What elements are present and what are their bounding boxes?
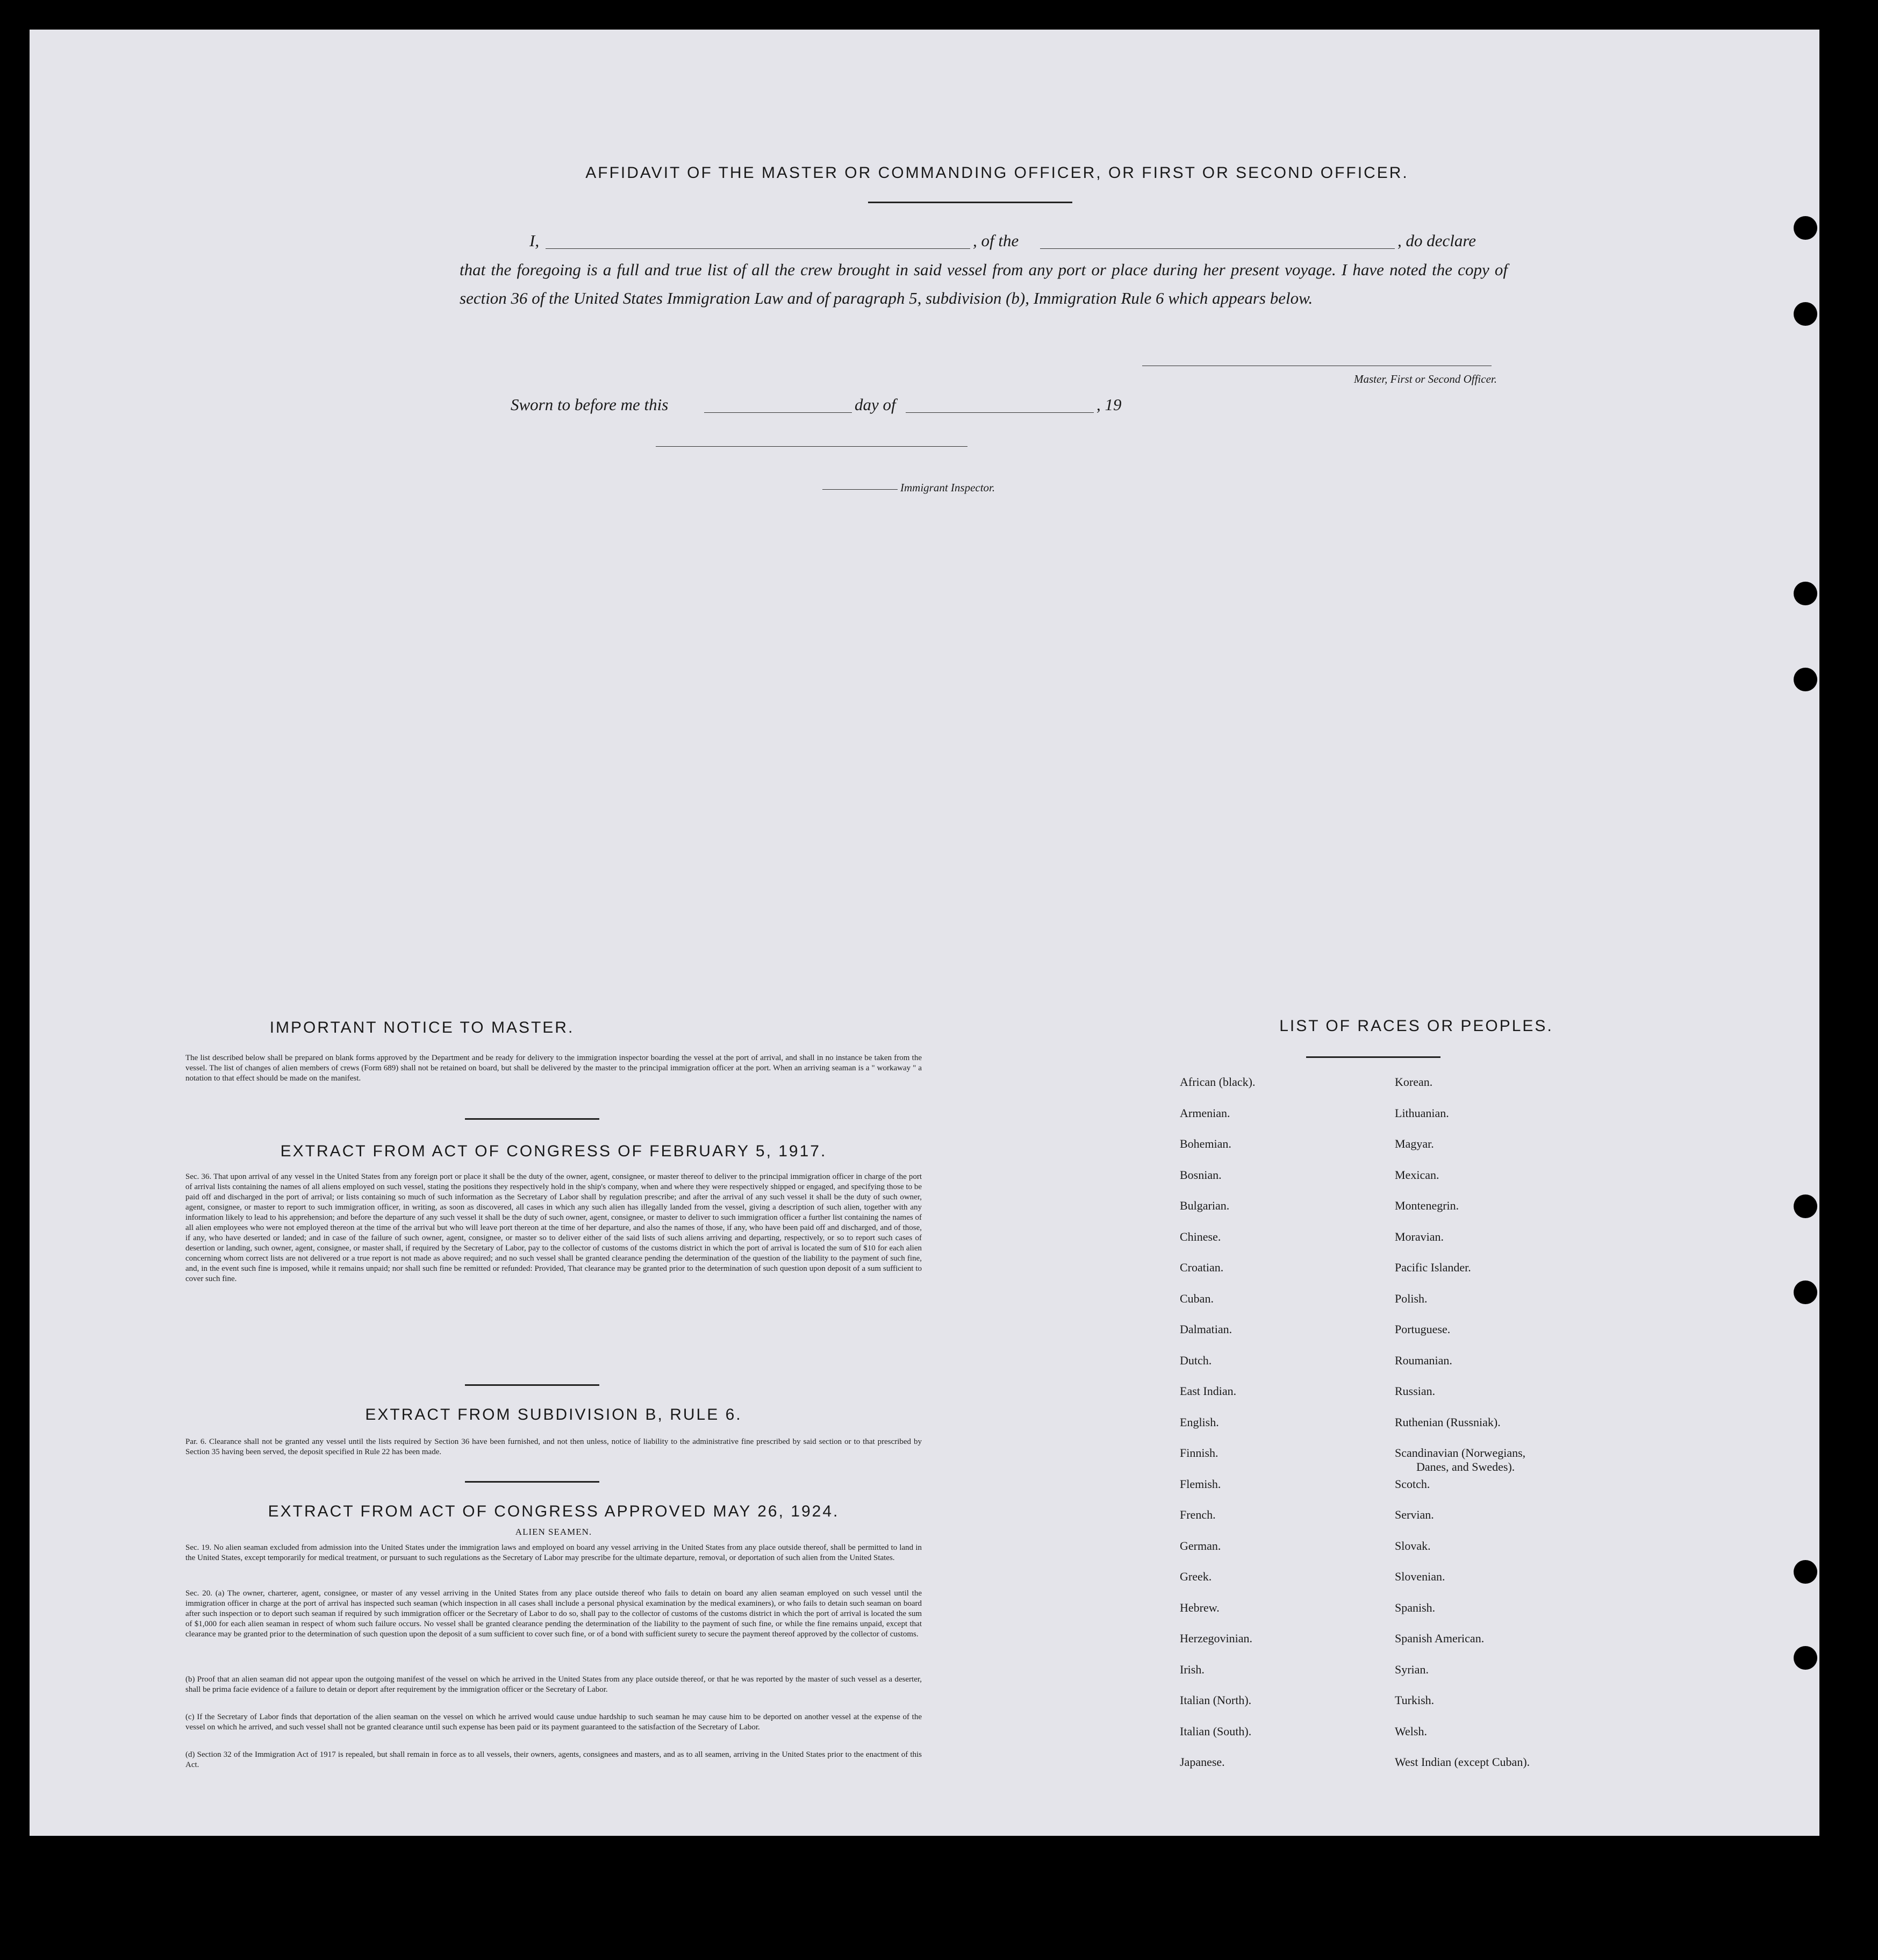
extract-1924-subtitle: ALIEN SEAMEN.: [515, 1527, 592, 1537]
extract-1924-sec20d: (d) Section 32 of the Immigration Act of 1917 is repealed, but shall remain in force as to all vessels, their owners, agents, consignees and masters, and as to all seamen, arriving in the United States prior to the enactment of this Act.: [185, 1750, 922, 1769]
race-item: Finnish.: [1180, 1446, 1218, 1460]
race-item: Montenegrin.: [1395, 1199, 1459, 1212]
race-item: Welsh.: [1395, 1724, 1427, 1738]
binder-hole: [1794, 582, 1817, 605]
race-item: Magyar.: [1395, 1137, 1434, 1150]
race-item: Dutch.: [1180, 1353, 1212, 1367]
binder-hole: [1794, 1560, 1817, 1584]
of-the-label: , of the: [973, 231, 1019, 250]
race-item: Armenian.: [1180, 1106, 1230, 1120]
declarant-line: [460, 231, 1508, 255]
race-item: Hebrew.: [1180, 1600, 1220, 1614]
binder-hole: [1794, 1194, 1817, 1218]
race-item: Herzegovinian.: [1180, 1632, 1252, 1645]
race-item: Bulgarian.: [1180, 1199, 1230, 1212]
race-item: Irish.: [1180, 1662, 1205, 1676]
race-item: Pacific Islander.: [1395, 1261, 1471, 1274]
race-item: Slovak.: [1395, 1539, 1431, 1553]
race-item: French.: [1180, 1508, 1216, 1521]
binder-hole: [1794, 302, 1817, 326]
do-declare-label: , do declare: [1397, 231, 1476, 250]
race-item: Flemish.: [1180, 1477, 1221, 1491]
notice-rule: [465, 1118, 599, 1120]
race-item: Scandinavian (Norwegians,: [1395, 1446, 1526, 1460]
affidavit-title: AFFIDAVIT OF THE MASTER OR COMMANDING OFFICER, OR FIRST OR SECOND OFFICER.: [585, 164, 1409, 182]
day-of-label: day of: [855, 395, 896, 414]
race-item: Russian.: [1395, 1384, 1436, 1398]
race-item: Lithuanian.: [1395, 1106, 1449, 1120]
race-item: Roumanian.: [1395, 1353, 1452, 1367]
race-item: Italian (North).: [1180, 1693, 1252, 1707]
race-item: English.: [1180, 1415, 1219, 1429]
race-item: Japanese.: [1180, 1755, 1225, 1769]
race-item: Spanish.: [1395, 1600, 1436, 1614]
races-title: LIST OF RACES OR PEOPLES.: [1279, 1017, 1553, 1035]
race-item: Greek.: [1180, 1570, 1212, 1583]
extract-1917-body: Sec. 36. That upon arrival of any vessel in the United States from any foreign port or place it shall be the duty of the owner, agent, consignee, or master thereof to deliver to the principal immigration officer in charge of the port of arrival lists containing the names of all aliens employed on such vessel, stating the positions they respectively hold in the ship's company, when and where they were respectively shipped or engaged, and specifying those to be paid off and discharged in the port of arrival; or lists containing so much of such information as the Secretary of Labor shall by regulation prescribe; and after the arrival of any such vessel it shall be the duty of such owner, agent, consignee, or master to report to such immigration officer, in writing, as soon as discovered, all cases in which any such alien has illegally landed from the vessel, giving a description of such alien, together with any information likely to lead to his apprehension; and before the departure of any such vessel it shall be the duty of such owner, agent, consignee, or master to deliver to such immigration officer a further list containing the names of all alien employees who were not employed thereon at the time of the arrival but who will leave port thereon at the time of her departure, and also the names of those, if any, who have been paid off and discharged, and of those, if any, who have deserted or landed; and in case of the failure of such owner, agent, consignee, or master so to deliver either of the said lists of such aliens arriving and departing, respectively, or so to report such cases of desertion or landing, such owner, agent, consignee, or master shall, if required by the Secretary of Labor, pay to the collector of customs of the customs district in which the port of arrival is located the sum of $10 for each alien concerning whom correct lists are not delivered or a true report is not made as above required; and no such vessel shall be granted clearance pending the determination of the question of the liability to the payment of such fine, and, in the event such fine is imposed, while it remains unpaid; nor shall such fine be remitted or refunded: Provided, That clearance may be granted prior to the determination of such question upon deposit of a sum sufficient to cover such fine.: [185, 1172, 922, 1283]
race-item: Ruthenian (Russniak).: [1395, 1415, 1501, 1429]
extract-rule6-rule: [465, 1481, 599, 1483]
binder-hole: [1794, 668, 1817, 691]
inspector-short-line: [822, 489, 898, 490]
title-rule: [868, 202, 1072, 203]
race-item: Croatian.: [1180, 1261, 1224, 1274]
race-item: Chinese.: [1180, 1229, 1221, 1243]
extract-1917-rule: [465, 1384, 599, 1386]
notice-title: IMPORTANT NOTICE TO MASTER.: [269, 1019, 575, 1036]
extract-1924-sec19: Sec. 19. No alien seaman excluded from admission into the United States under the immigration laws and employed on board any vessel arriving in the United States from any place outside thereof, shall be permitted to land in the United States, except temporarily for medical treatment, or pursuant to such regulations as the Secretary of Labor may prescribe for the ultimate departure, removal, or deportation of such alien from the United States.: [185, 1543, 922, 1562]
binder-hole: [1794, 1646, 1817, 1670]
sworn-label: Sworn to before me this: [511, 395, 669, 414]
race-item: Syrian.: [1395, 1662, 1429, 1676]
sworn-month-blank[interactable]: [906, 412, 1094, 413]
race-item: Turkish.: [1395, 1693, 1435, 1707]
race-item: Dalmatian.: [1180, 1322, 1232, 1336]
race-item: Bohemian.: [1180, 1137, 1231, 1150]
races-rule: [1306, 1056, 1440, 1058]
inspector-signature-line[interactable]: [656, 446, 967, 447]
master-caption: Master, First or Second Officer.: [1354, 373, 1497, 385]
extract-rule6-title: EXTRACT FROM SUBDIVISION B, RULE 6.: [365, 1406, 742, 1423]
race-item: Scotch.: [1395, 1477, 1430, 1491]
extract-1917-title: EXTRACT FROM ACT OF CONGRESS OF FEBRUARY 5, 1917.: [280, 1142, 827, 1160]
race-item: Cuban.: [1180, 1291, 1214, 1305]
race-item: Moravian.: [1395, 1229, 1444, 1243]
document-page: [30, 30, 1819, 1836]
notice-body: The list described below shall be prepared on blank forms approved by the Department and be ready for delivery to the immigration inspector boarding the vessel at the port of arrival, and shall in no instance be taken from the vessel. The list of changes of alien members of crews (Form 689) shall not be retained on board, but shall be delivered by the master to the principal immigration officer at the port. When an arriving seaman is a " workaway " a notation to that effect should be made on the manifest.: [185, 1054, 922, 1083]
race-item: Bosnian.: [1180, 1168, 1222, 1182]
race-item: Portuguese.: [1395, 1322, 1451, 1336]
extract-1924-sec20c: (c) If the Secretary of Labor finds that deportation of the alien seaman on the vessel on which he arrived would cause undue hardship to such seaman he may cause him to be deported on another vessel at the expense of the vessel on which he arrived, and such vessel shall not be granted clearance until such expense has been paid or its payment guaranteed to the satisfaction of the Secretary of Labor.: [185, 1713, 922, 1732]
i-label: I,: [529, 231, 540, 250]
race-item: Italian (South).: [1180, 1724, 1252, 1738]
race-item-continuation: Danes, and Swedes).: [1416, 1460, 1515, 1473]
sworn-line: [460, 395, 1212, 419]
extract-rule6-body: Par. 6. Clearance shall not be granted any vessel until the lists required by Section 36 have been furnished, and not then unless, notice of liability to the administrative fine prescribed by said section or to that prescribed by Section 35 having been served, the deposit specified in Rule 22 has been made.: [185, 1437, 922, 1456]
extract-1924-sec20b: (b) Proof that an alien seaman did not appear upon the outgoing manifest of the vessel on which he arrived in the United States from any place outside thereof, or that he was reported by the master of such vessel as a deserter, shall be prima facie evidence of a failure to detain or deport after requirement by the immigration officer or the Secretary of Labor.: [185, 1675, 922, 1694]
sworn-day-blank[interactable]: [704, 412, 852, 413]
race-item: Slovenian.: [1395, 1570, 1445, 1583]
race-item: East Indian.: [1180, 1384, 1237, 1398]
extract-1924-sec20a: Sec. 20. (a) The owner, charterer, agent, consignee, or master of any vessel arriving in the United States from any place outside thereof who fails to detain on board any alien seaman employed on such vessel until the immigration officer in charge at the port of arrival has inspected such seaman (which inspection in all cases shall include a personal physical examination by the medical examiners), or who fails to detain such seaman on board after such inspection or to deport such seaman if required by such immigration officer or the Secretary of Labor to do so, shall pay to the collector of customs of the customs district in which the port of arrival is located the sum of $1,000 for each alien seaman in respect of whom such failure occurs. No vessel shall be granted clearance pending the determination of the liability to the payment of such fine, or while the fine remains unpaid, except that clearance may be granted prior to the determination of such question upon the deposit of a sum sufficient to cover such fine, or of a bond with sufficient surety to secure the payment thereof approved by the collector of customs.: [185, 1589, 922, 1639]
inspector-caption: Immigrant Inspector.: [900, 481, 995, 494]
binder-hole: [1794, 1281, 1817, 1304]
year-label: , 19: [1096, 395, 1122, 414]
race-item: Korean.: [1395, 1075, 1433, 1089]
extract-1924-title: EXTRACT FROM ACT OF CONGRESS APPROVED MAY 26, 1924.: [268, 1503, 840, 1520]
race-item: African (black).: [1180, 1075, 1256, 1089]
race-item: Mexican.: [1395, 1168, 1439, 1182]
binder-hole: [1794, 216, 1817, 240]
affidavit-body: that the foregoing is a full and true list of all the crew brought in said vessel from any port or place during her present voyage. I have noted the copy of section 36 of the United States Immigration Law and of paragraph 5, subdivision (b), Immigration Rule 6 which appears below.: [460, 260, 1508, 307]
race-item: Spanish American.: [1395, 1632, 1485, 1645]
race-item: Servian.: [1395, 1508, 1434, 1521]
race-item: West Indian (except Cuban).: [1395, 1755, 1530, 1769]
race-item: German.: [1180, 1539, 1221, 1553]
vessel-blank[interactable]: [1040, 248, 1395, 249]
name-blank[interactable]: [546, 248, 970, 249]
race-item: Polish.: [1395, 1291, 1428, 1305]
